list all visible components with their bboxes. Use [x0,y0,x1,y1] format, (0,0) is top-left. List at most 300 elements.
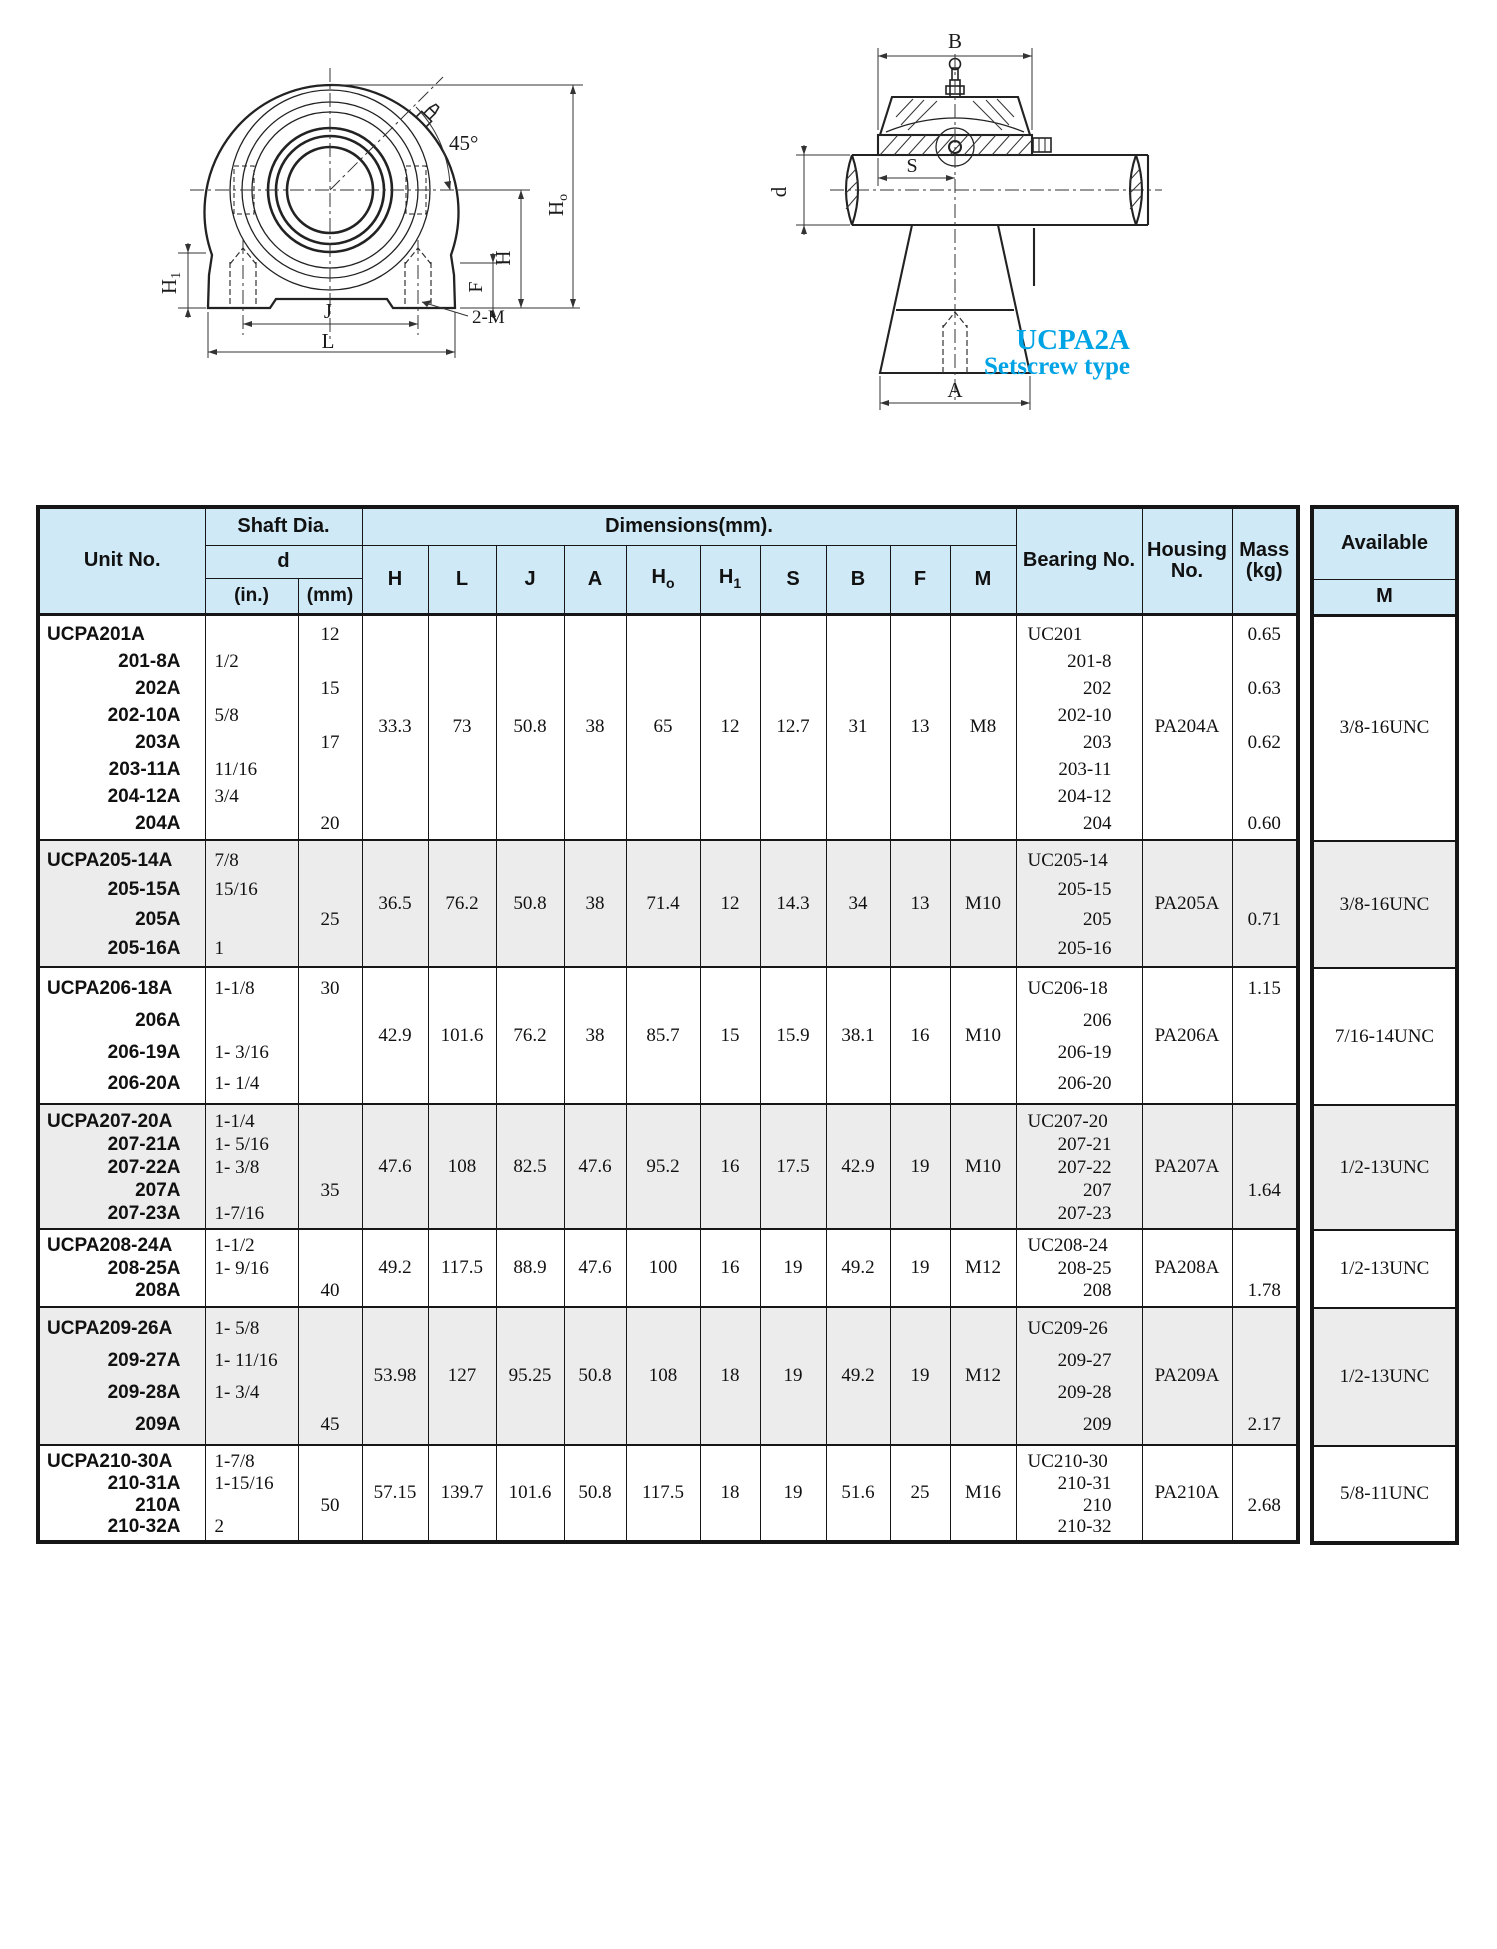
dim-value-5: 18 [700,1445,760,1542]
unit-line: 209-27A [107,1350,181,1371]
dim-value-8: 13 [890,840,950,967]
col-header-b: B [826,545,890,614]
bearing-line: 209-27 [1057,1350,1112,1371]
shaft-mm-line [299,875,362,904]
dim-value-3: 38 [564,614,626,840]
dim-value-4: 100 [626,1229,700,1307]
mass-line: 1.64 [1247,1180,1281,1201]
unit-line: UCPA205-14A [47,850,173,871]
unit-line: UCPA210-30A [47,1451,173,1472]
unit-line: 207-23A [107,1203,181,1224]
mass-line [1233,1313,1297,1345]
unit-cell [38,1307,205,1445]
shaft-mm-line [299,1156,362,1179]
unit-line: UCPA207-20A [47,1111,173,1132]
front-h-label: H [491,250,515,266]
mass-cell [1232,1229,1298,1307]
dim-value-1: 127 [428,1307,496,1445]
unit-cell [38,1229,205,1307]
mass-line [1233,846,1297,875]
dim-value-4: 108 [626,1307,700,1445]
shaft-in-line [206,621,298,648]
unit-line: 209-28A [107,1382,181,1403]
shaft-mm-line: 40 [320,1280,340,1302]
in-cell [205,614,298,840]
avail-cell: 3/8-16UNC [1312,841,1457,968]
dim-value-9: M10 [950,967,1016,1104]
bearing-line: 207 [1083,1180,1112,1201]
shaft-mm-line [299,1473,362,1495]
mass-line [1233,648,1297,675]
dim-value-6: 19 [760,1445,826,1542]
bearing-line: UC205-14 [1027,850,1108,871]
unit-line: 208A [135,1280,181,1302]
dim-value-7: 34 [826,840,890,967]
col-header-l: L [428,545,496,614]
unit-cell [38,614,205,840]
mass-cell [1232,840,1298,967]
dim-value-2: 82.5 [496,1104,564,1229]
col-header-shaft-dia: Shaft Dia. [205,507,362,545]
dim-value-4: 117.5 [626,1445,700,1542]
spec-row-group-5 [38,1229,1298,1307]
unit-line: 207-21A [107,1134,181,1155]
col-header-in: (in.) [205,578,298,614]
bearing-cell [1016,1104,1142,1229]
shaft-mm-line [299,648,362,675]
avail-cell: 1/2-13UNC [1312,1308,1457,1446]
shaft-mm-line: 12 [320,623,340,645]
housing-cell: PA209A [1142,1307,1232,1445]
shaft-in-line: 1-15/16 [214,1472,274,1494]
dim-value-5: 18 [700,1307,760,1445]
mass-cell [1232,1445,1298,1542]
dim-value-8: 19 [890,1307,950,1445]
dim-value-3: 38 [564,840,626,967]
available-row-group-5 [1312,1230,1457,1308]
spec-row-group-6 [38,1307,1298,1445]
bearing-line: 207-21 [1057,1134,1112,1155]
unit-line: 203-11A [108,758,181,780]
dim-value-3: 50.8 [564,1307,626,1445]
bearing-line: 203 [1083,731,1112,753]
col-header-d: d [205,545,362,578]
dim-value-7: 51.6 [826,1445,890,1542]
shaft-mm-line [299,1516,362,1538]
col-header-ho: $H_o$ [626,545,700,614]
dim-value-2: 95.25 [496,1307,564,1445]
mass-line [1233,1005,1297,1037]
avail-cell: 5/8-11UNC [1312,1446,1457,1543]
shaft-mm-line [299,1235,362,1258]
front-f-label: F [465,281,487,293]
shaft-in-line: 1- 3/16 [214,1041,269,1063]
dim-value-5: 16 [700,1229,760,1307]
mass-line [1233,1068,1297,1100]
shaft-in-line: 5/8 [214,704,239,726]
mass-line [1233,1258,1297,1281]
bearing-line: 202-10 [1057,704,1112,726]
mass-line [1233,934,1297,963]
side-s-label: S [906,155,918,177]
bearing-line: 208-25 [1057,1257,1112,1279]
bearing-line: 204-12 [1057,785,1112,807]
available-row-group-4 [1312,1105,1457,1230]
front-ho-label: Ho [544,193,571,217]
mass-cell [1232,614,1298,840]
side-a-label: A [947,378,963,402]
shaft-in-line: 1- 5/16 [214,1134,269,1155]
bearing-line: 202 [1083,677,1112,699]
mass-line: 1.15 [1247,978,1281,999]
bearing-line: 205-15 [1057,879,1112,901]
mass-line [1233,1133,1297,1156]
unit-line: UCPA209-26A [47,1318,173,1339]
shaft-mm-line [299,1451,362,1473]
dim-value-4: 71.4 [626,840,700,967]
bearing-line: 208 [1083,1280,1112,1302]
mass-line [1233,1235,1297,1258]
shaft-mm-line [299,934,362,963]
front-2m-label: 2-M [472,307,505,328]
mm-cell [298,1104,362,1229]
shaft-in-line: 1- 3/8 [214,1157,260,1178]
unit-line: 205-16A [107,937,181,959]
shaft-in-line: 1-1/8 [214,978,255,999]
shaft-in-line: 1-1/2 [214,1235,255,1256]
dim-value-0: 53.98 [362,1307,428,1445]
bearing-line: UC209-26 [1027,1318,1108,1339]
bearing-line: 210-31 [1057,1472,1112,1494]
shaft-in-line: 1 [214,937,224,959]
col-header-available: Available [1312,507,1457,579]
shaft-in-line: 3/4 [214,785,239,807]
shaft-in-line: 1-1/4 [214,1111,255,1132]
bearing-line: 206-19 [1057,1041,1112,1063]
dim-value-2: 76.2 [496,967,564,1104]
shaft-in-line [206,1409,298,1441]
avail-cell: 7/16-14UNC [1312,968,1457,1105]
unit-line: 205-15A [107,879,181,901]
series-title: UCPA2A [1016,324,1130,356]
shaft-mm-line [299,702,362,729]
unit-line: 206A [135,1009,181,1031]
shaft-mm-line: 50 [320,1494,340,1516]
unit-line: 203A [135,731,181,753]
dim-value-3: 38 [564,967,626,1104]
dim-value-9: M10 [950,840,1016,967]
front-view-drawing [150,50,670,410]
dim-value-8: 16 [890,967,950,1104]
unit-line: 207A [135,1180,181,1201]
bearing-line: UC201 [1027,623,1083,645]
dim-value-1: 73 [428,614,496,840]
shaft-mm-line [299,1133,362,1156]
dim-value-9: M10 [950,1104,1016,1229]
dim-value-8: 19 [890,1104,950,1229]
dim-value-5: 12 [700,614,760,840]
bearing-line: 210 [1083,1494,1112,1516]
unit-cell [38,967,205,1104]
mass-line [1233,1516,1297,1538]
dim-value-1: 139.7 [428,1445,496,1542]
dim-value-0: 42.9 [362,967,428,1104]
mass-line [1233,783,1297,810]
shaft-in-line [206,1179,298,1202]
unit-cell [38,1445,205,1542]
mass-line: 2.68 [1247,1494,1281,1516]
dim-value-7: 49.2 [826,1229,890,1307]
mm-cell [298,1229,362,1307]
dim-value-7: 38.1 [826,967,890,1104]
bearing-line: 207-22 [1057,1157,1112,1178]
mass-cell [1232,967,1298,1104]
in-cell [205,1445,298,1542]
dim-value-3: 47.6 [564,1229,626,1307]
shaft-mm-line [299,1005,362,1037]
unit-line: 210A [135,1494,181,1516]
bearing-cell [1016,967,1142,1104]
bearing-cell [1016,614,1142,840]
series-title-block [900,326,1130,380]
dim-value-9: M12 [950,1307,1016,1445]
spec-row-group-1 [38,614,1298,840]
shaft-in-line [206,675,298,702]
shaft-in-line: 15/16 [214,879,258,901]
dim-value-8: 13 [890,614,950,840]
mass-line [1233,1110,1297,1133]
unit-line: UCPA201A [47,623,145,645]
dim-value-9: M12 [950,1229,1016,1307]
mm-cell [298,1307,362,1445]
shaft-in-line: 1/2 [214,650,239,672]
available-row-group-6 [1312,1308,1457,1446]
dim-value-6: 19 [760,1307,826,1445]
avail-cell: 3/8-16UNC [1312,615,1457,841]
mass-line: 0.65 [1247,623,1281,645]
dim-value-0: 33.3 [362,614,428,840]
shaft-break-hatch [845,169,1142,209]
bearing-line: UC208-24 [1027,1235,1108,1256]
spec-table [36,505,1300,1544]
bearing-cell [1016,1229,1142,1307]
shaft-mm-line [299,1258,362,1281]
dim-value-0: 57.15 [362,1445,428,1542]
dim-value-6: 17.5 [760,1104,826,1229]
shaft-mm-line: 25 [320,908,340,930]
dim-value-8: 19 [890,1229,950,1307]
unit-line: 204-12A [107,785,181,807]
dim-value-4: 65 [626,614,700,840]
shaft-in-line: 1- 11/16 [214,1350,278,1371]
col-header-mm: (mm) [298,578,362,614]
unit-line: 201-8A [118,650,181,672]
bearing-line: 206 [1083,1009,1112,1031]
available-row-group-1 [1312,615,1457,841]
shaft-in-line [206,905,298,934]
dim-value-4: 95.2 [626,1104,700,1229]
bearing-line: 206-20 [1057,1073,1112,1095]
unit-line: 207-22A [107,1157,181,1178]
avail-cell: 1/2-13UNC [1312,1105,1457,1230]
mass-line: 1.78 [1247,1280,1281,1302]
dim-value-7: 31 [826,614,890,840]
unit-line: 204A [135,812,181,834]
shaft-mm-line [299,1110,362,1133]
shaft-in-line [206,1280,298,1303]
shaft-in-line: 1- 3/4 [214,1382,260,1403]
dim-value-2: 50.8 [496,614,564,840]
side-b-label: B [947,29,963,53]
bearing-cell [1016,1307,1142,1445]
dim-value-9: M8 [950,614,1016,840]
mass-line [1233,1037,1297,1069]
dim-value-3: 47.6 [564,1104,626,1229]
bearing-cell [1016,1445,1142,1542]
spec-row-group-2 [38,840,1298,967]
col-header-h: H [362,545,428,614]
dim-value-5: 16 [700,1104,760,1229]
shaft-in-line: 1- 1/4 [214,1073,260,1095]
dim-value-7: 49.2 [826,1307,890,1445]
col-header-h1: $H_1$ [700,545,760,614]
unit-line: UCPA206-18A [47,978,173,999]
bearing-unit-section [878,97,1051,166]
shaft-mm-line: 17 [320,731,340,753]
shaft-in-line: 2 [214,1516,224,1538]
shaft-mm-line: 35 [320,1180,340,1201]
mass-line [1233,1377,1297,1409]
col-header-m: M [950,545,1016,614]
series-subtitle: Setscrew type [983,353,1130,380]
bearing-line: 201-8 [1067,650,1112,672]
shaft-in-line: 1- 9/16 [214,1257,269,1279]
col-header-f: F [890,545,950,614]
shaft-in-line [206,729,298,756]
shaft-mm-line [299,1202,362,1225]
dimension-arrows [185,85,576,355]
shaft-in-line: 7/8 [214,850,239,871]
dim-value-0: 47.6 [362,1104,428,1229]
shaft-mm-line [299,1068,362,1100]
col-header-housing-no: Housing No. [1142,507,1232,614]
housing-cell: PA210A [1142,1445,1232,1542]
mass-cell [1232,1104,1298,1229]
shaft-mm-line: 15 [320,677,340,699]
in-cell [205,1104,298,1229]
bearing-line: UC210-30 [1027,1451,1108,1472]
dim-value-8: 25 [890,1445,950,1542]
col-header-dimensions: Dimensions(mm). [362,507,1016,545]
dim-value-1: 76.2 [428,840,496,967]
front-l-label: L [321,329,335,353]
available-row-group-3 [1312,968,1457,1105]
dim-value-1: 101.6 [428,967,496,1104]
front-j-label: J [323,299,333,323]
mass-line: 2.17 [1247,1414,1281,1435]
spec-row-group-3 [38,967,1298,1104]
shaft-in-line: 1- 5/8 [214,1318,260,1339]
shaft-mm-line: 30 [320,978,340,999]
col-header-j: J [496,545,564,614]
housing-cell: PA206A [1142,967,1232,1104]
unit-line: 209A [135,1414,181,1435]
in-cell [205,1229,298,1307]
mass-line [1233,1156,1297,1179]
dim-value-3: 50.8 [564,1445,626,1542]
shaft-in-line: 1-7/8 [214,1451,255,1472]
col-header-a: A [564,545,626,614]
side-d-label: d [767,186,791,198]
dim-value-7: 42.9 [826,1104,890,1229]
bearing-line: 210-32 [1057,1516,1112,1538]
mass-line [1233,1345,1297,1377]
mass-line [1233,756,1297,783]
mass-line [1233,1202,1297,1225]
unit-cell [38,1104,205,1229]
bearing-line: 207-23 [1057,1203,1112,1224]
mass-line [1233,875,1297,904]
unit-line: 208-25A [107,1257,181,1279]
shaft-mm-line [299,1377,362,1409]
dim-value-4: 85.7 [626,967,700,1104]
dim-value-5: 12 [700,840,760,967]
bearing-line: UC207-20 [1027,1111,1108,1132]
housing-cell: PA208A [1142,1229,1232,1307]
spec-tables [36,505,1459,1545]
dim-value-6: 12.7 [760,614,826,840]
mass-line [1233,1473,1297,1495]
in-cell [205,967,298,1104]
mass-line: 0.62 [1247,731,1281,753]
in-cell [205,840,298,967]
housing-cell: PA204A [1142,614,1232,840]
shaft-mm-line [299,1037,362,1069]
unit-line: 210-32A [107,1516,181,1538]
col-header-mass: Mass (kg) [1232,507,1298,614]
unit-line: 202-10A [107,704,181,726]
unit-line: 210-31A [107,1472,181,1494]
shaft-mm-line [299,756,362,783]
bearing-line: UC206-18 [1027,978,1108,999]
dim-value-2: 88.9 [496,1229,564,1307]
housing-cell: PA205A [1142,840,1232,967]
front-h1-label: H1 [157,271,184,295]
available-table [1310,505,1459,1545]
shaft-mm-line: 45 [320,1414,340,1435]
shaft-in-line [206,1495,298,1517]
dim-value-6: 14.3 [760,840,826,967]
dim-value-1: 117.5 [428,1229,496,1307]
unit-cell [38,840,205,967]
mass-line: 0.71 [1247,908,1281,930]
dim-value-2: 101.6 [496,1445,564,1542]
unit-line: 202A [135,677,181,699]
front-angle-label: 45° [449,131,479,155]
spec-row-group-4 [38,1104,1298,1229]
shaft-in-line [206,1005,298,1037]
avail-cell: 1/2-13UNC [1312,1230,1457,1308]
housing-cell: PA207A [1142,1104,1232,1229]
dim-value-1: 108 [428,1104,496,1229]
unit-line: UCPA208-24A [47,1235,173,1256]
col-header-available-m: M [1312,579,1457,615]
mm-cell [298,967,362,1104]
col-header-s: S [760,545,826,614]
mm-cell [298,1445,362,1542]
mass-line [1233,1451,1297,1473]
shaft-mm-line [299,846,362,875]
